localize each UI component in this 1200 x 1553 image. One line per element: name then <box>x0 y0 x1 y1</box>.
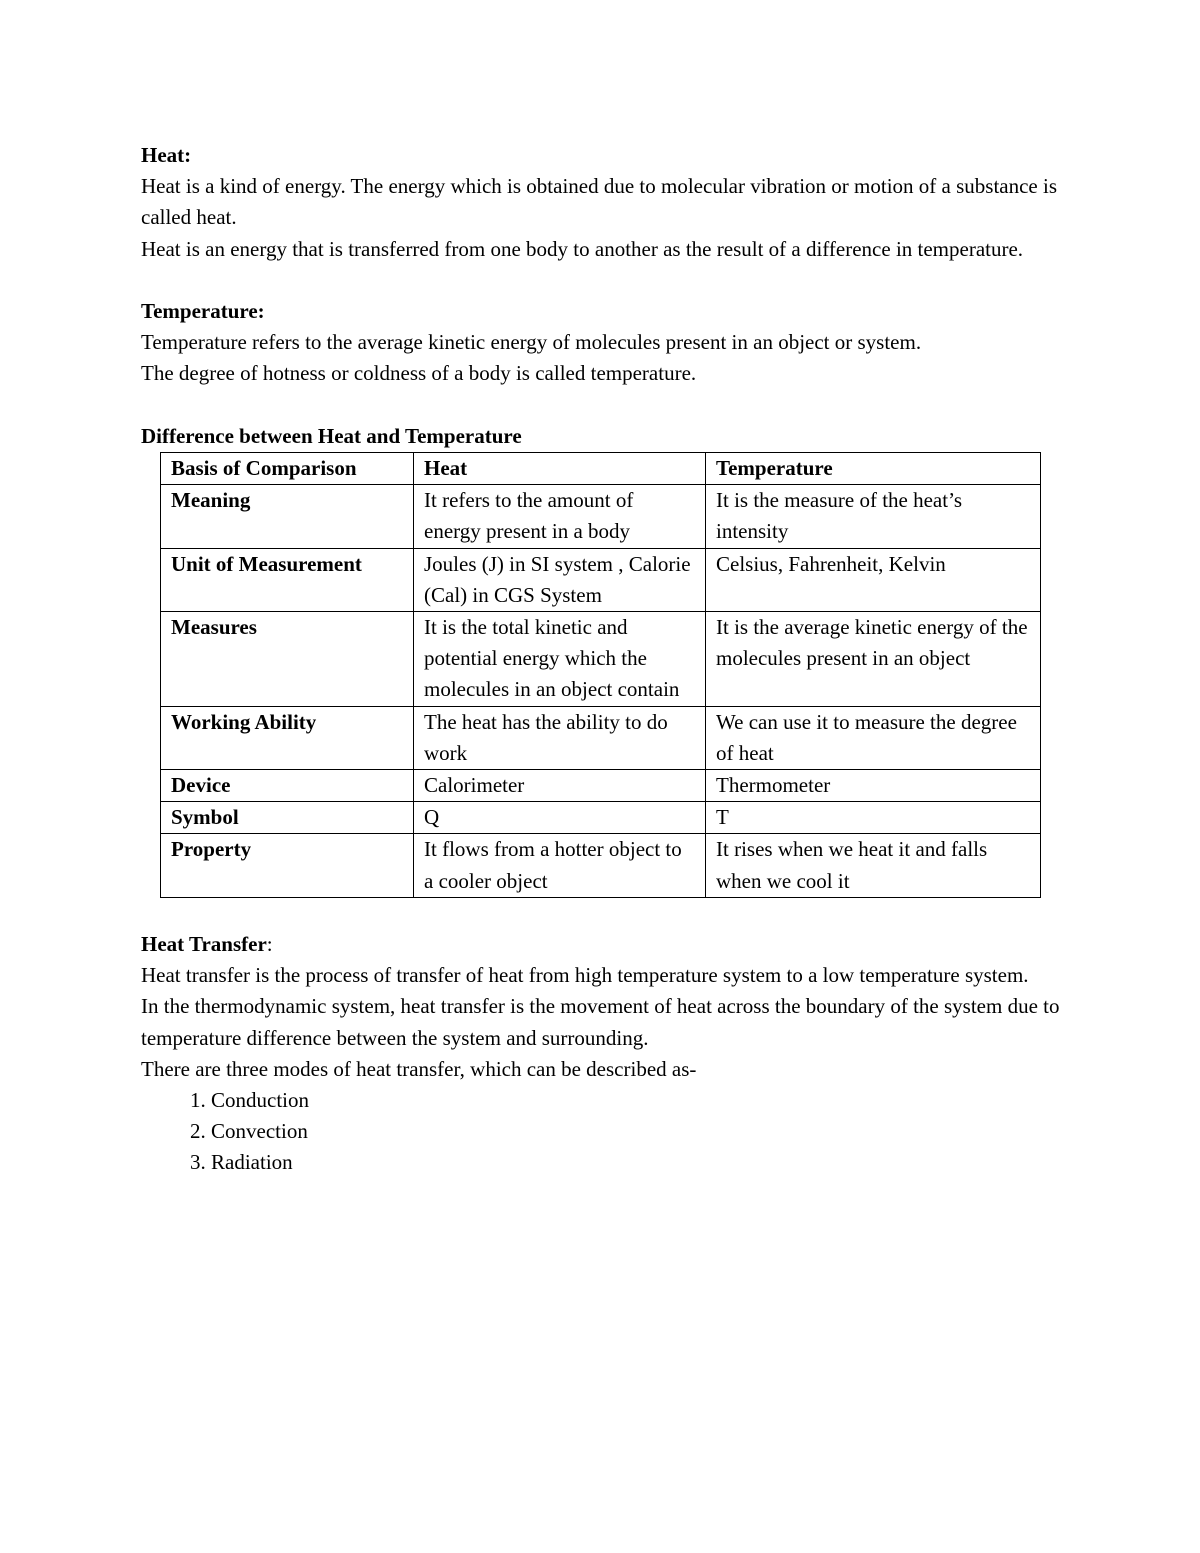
heat-paragraph-1: Heat is a kind of energy. The energy which is obtained due to molecular vibration or motion of a substance is called heat. <box>141 174 1057 230</box>
document-page <box>141 140 1071 1179</box>
row-heat: Joules (J) in SI system , Calorie (Cal) in CGS System <box>414 548 706 611</box>
spacer <box>141 898 1071 929</box>
heat-transfer-paragraph-3: There are three modes of heat transfer, which can be described as- <box>141 1056 697 1081</box>
table-row <box>161 706 1041 769</box>
heat-transfer-heading: Heat Transfer <box>141 932 267 957</box>
table-row <box>161 485 1041 548</box>
header-basis: Basis of Comparison <box>161 453 414 485</box>
row-basis: Symbol <box>161 802 414 834</box>
difference-heading: Difference between Heat and Temperature <box>141 423 522 448</box>
temperature-paragraph-2: The degree of hotness or coldness of a body is called temperature. <box>141 361 697 386</box>
table-header-row <box>161 453 1041 485</box>
heat-heading: Heat: <box>141 143 192 167</box>
row-basis: Working Ability <box>161 706 414 769</box>
header-temperature: Temperature <box>706 453 1041 485</box>
table-row <box>161 834 1041 897</box>
row-temperature: It is the average kinetic energy of the molecules present in an object <box>706 612 1041 707</box>
row-temperature: T <box>706 802 1041 834</box>
row-temperature: It rises when we heat it and falls when we cool it <box>706 834 1041 897</box>
list-item: 1. Conduction <box>211 1085 1071 1116</box>
row-temperature: It is the measure of the heat’s intensity <box>706 485 1041 548</box>
heat-transfer-heading-colon: : <box>266 932 273 957</box>
temperature-heading: Temperature: <box>141 299 265 323</box>
table-row <box>161 802 1041 834</box>
row-heat: The heat has the ability to do work <box>414 706 706 769</box>
row-heat: It flows from a hotter object to a cooler object <box>414 834 706 897</box>
row-basis: Meaning <box>161 485 414 548</box>
list-item: 2. Convection <box>211 1116 1071 1147</box>
header-heat: Heat <box>414 453 706 485</box>
list-item: 3. Radiation <box>211 1147 1071 1178</box>
heat-transfer-heading-line <box>141 929 1071 960</box>
heat-transfer-modes-list <box>141 1085 1071 1179</box>
row-heat: Q <box>414 802 706 834</box>
heat-transfer-paragraph-2: In the thermodynamic system, heat transfer is the movement of heat across the boundary of the system due to temperature difference between the system and surrounding. <box>141 994 1060 1050</box>
table-row <box>161 770 1041 802</box>
table-row <box>161 612 1041 707</box>
row-temperature: Thermometer <box>706 770 1041 802</box>
row-temperature: Celsius, Fahrenheit, Kelvin <box>706 548 1041 611</box>
spacer <box>141 265 1071 296</box>
comparison-table <box>160 452 1041 898</box>
row-basis: Measures <box>161 612 414 707</box>
spacer <box>141 390 1071 421</box>
heat-transfer-paragraph-1: Heat transfer is the process of transfer of heat from high temperature system to a low temperature system. <box>141 963 1029 988</box>
temperature-paragraph-1: Temperature refers to the average kinetic energy of molecules present in an object or system. <box>141 330 922 355</box>
row-temperature: We can use it to measure the degree of heat <box>706 706 1041 769</box>
row-heat: It refers to the amount of energy present in a body <box>414 485 706 548</box>
row-heat: It is the total kinetic and potential energy which the molecules in an object contain <box>414 612 706 707</box>
heat-paragraph-2: Heat is an energy that is transferred from one body to another as the result of a difference in temperature. <box>141 236 1024 261</box>
row-basis: Property <box>161 834 414 897</box>
row-basis: Device <box>161 770 414 802</box>
table-row <box>161 548 1041 611</box>
row-heat: Calorimeter <box>414 770 706 802</box>
row-basis: Unit of Measurement <box>161 548 414 611</box>
